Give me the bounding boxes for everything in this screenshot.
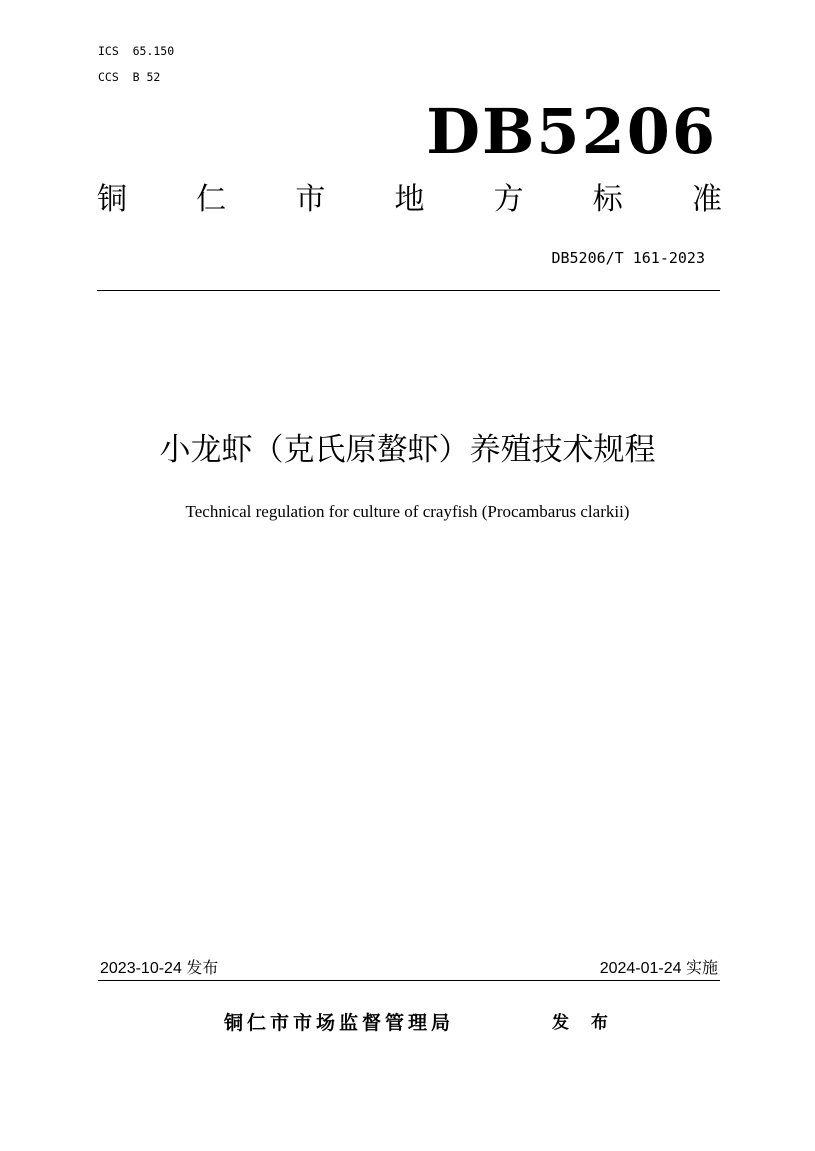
standard-number: DB5206/T 161-2023 — [551, 249, 705, 267]
standard-type-heading — [97, 176, 722, 216]
document-title-english: Technical regulation for culture of crayfish (Procambarus clarkii) — [185, 502, 630, 521]
standard-type-char: 地 — [394, 182, 425, 217]
standard-type-char: 铜 — [97, 182, 127, 217]
standard-type-char: 准 — [691, 182, 722, 217]
dates-row — [98, 958, 720, 981]
issuing-authority: 铜仁市市场监督管理局 — [224, 1012, 455, 1034]
standard-type-char: 方 — [493, 182, 524, 217]
standard-type-char: 市 — [295, 182, 326, 217]
standard-code-logo: DB5206 — [426, 95, 717, 168]
release-date: 2023-10-24 发布 — [100, 960, 219, 977]
ics-code: ICS 65.150 — [98, 44, 175, 58]
standard-type-char: 仁 — [196, 182, 227, 217]
standard-type-char: 标 — [592, 182, 623, 217]
publish-label: 发 布 — [552, 1013, 616, 1033]
header-divider — [97, 290, 720, 291]
implementation-date: 2024-01-24 实施 — [599, 960, 718, 977]
document-title-chinese: 小龙虾（克氏原螯虾）养殖技术规程 — [159, 432, 656, 468]
ccs-code: CCS B 52 — [98, 70, 161, 84]
